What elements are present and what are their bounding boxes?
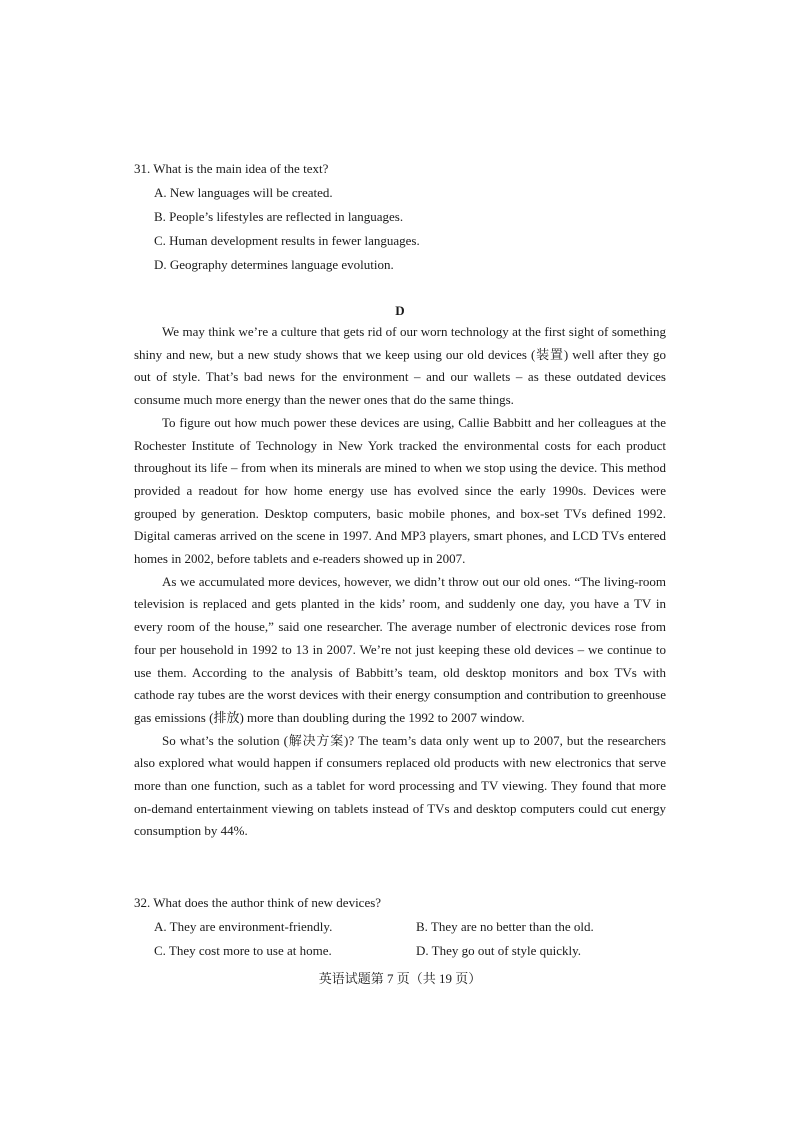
question-32-stem: 32. What does the author think of new devices?: [134, 895, 382, 910]
question-31-option-b: B. People’s lifestyles are reflected in languages.: [154, 209, 404, 224]
passage-paragraph-4: So what’s the solution (解决方案)? The team’s data only went up to 2007, but the researchers also explored what would happen if consumers replaced old products with new electronics that serve more than one function, such as a tablet for word processing and TV viewing. They found that more on-demand entertainment viewing on tablets instead of TVs and desktop computers could cut energy consumption by 44%.: [134, 732, 666, 839]
question-32: [134, 891, 674, 963]
passage-paragraph-1: We may think we’re a culture that gets rid of our worn technology at the first sight of something shiny and new, but a new study shows that we keep using our old devices (装置) well after they go out of style. That’s bad news for the environment – and our wallets – as these outdated devices consume much more energy than the newer ones that do the same things.: [134, 324, 666, 408]
passage-title: D: [395, 303, 405, 318]
question-31-stem: 31. What is the main idea of the text?: [134, 161, 329, 176]
question-32-option-d: D. They go out of style quickly.: [416, 943, 582, 958]
question-31-option-a: A. New languages will be created.: [154, 185, 333, 200]
question-32-option-b: B. They are no better than the old.: [416, 919, 594, 934]
question-32-option-c: C. They cost more to use at home.: [154, 943, 332, 958]
question-31: [134, 157, 674, 277]
question-32-options: [134, 915, 674, 963]
question-31-option-c: C. Human development results in fewer languages.: [154, 233, 420, 248]
page-footer: 英语试题第 7 页（共 19 页）: [318, 971, 482, 986]
question-31-option-d: D. Geography determines language evolution.: [154, 257, 394, 272]
passage-paragraph-3: As we accumulated more devices, however, we didn’t throw out our old ones. “The living-room television is replaced and gets planted in the kids’ room, and suddenly one day, you have a TV in every room of the house,” said one researcher. The average number of electronic devices rose from four per household in 1992 to 13 in 2007. We’re not just keeping these old devices – we continue to use them. According to the analysis of Babbitt’s team, old desktop monitors and box TVs with cathode ray tubes are the worst devices with their energy consumption and contribution to greenhouse gas emissions (排放) more than doubling during the 1992 to 2007 window.: [134, 573, 666, 725]
passage-d: [134, 321, 666, 843]
passage-paragraph-2: To figure out how much power these devices are using, Callie Babbitt and her colleagues at the Rochester Institute of Technology in New York tracked the environmental costs for each product throughout its life – from when its minerals are mined to when we stop using the device. This method provided a readout for how home energy use has evolved since the early 1990s. Devices were grouped by generation. Desktop computers, basic mobile phones, and box-set TVs defined 1992. Digital cameras arrived on the scene in 1997. And MP3 players, smart phones, and LCD TVs entered homes in 2002, before tablets and e-readers showed up in 2007.: [134, 414, 666, 567]
question-32-option-a: A. They are environment-friendly.: [154, 919, 333, 934]
